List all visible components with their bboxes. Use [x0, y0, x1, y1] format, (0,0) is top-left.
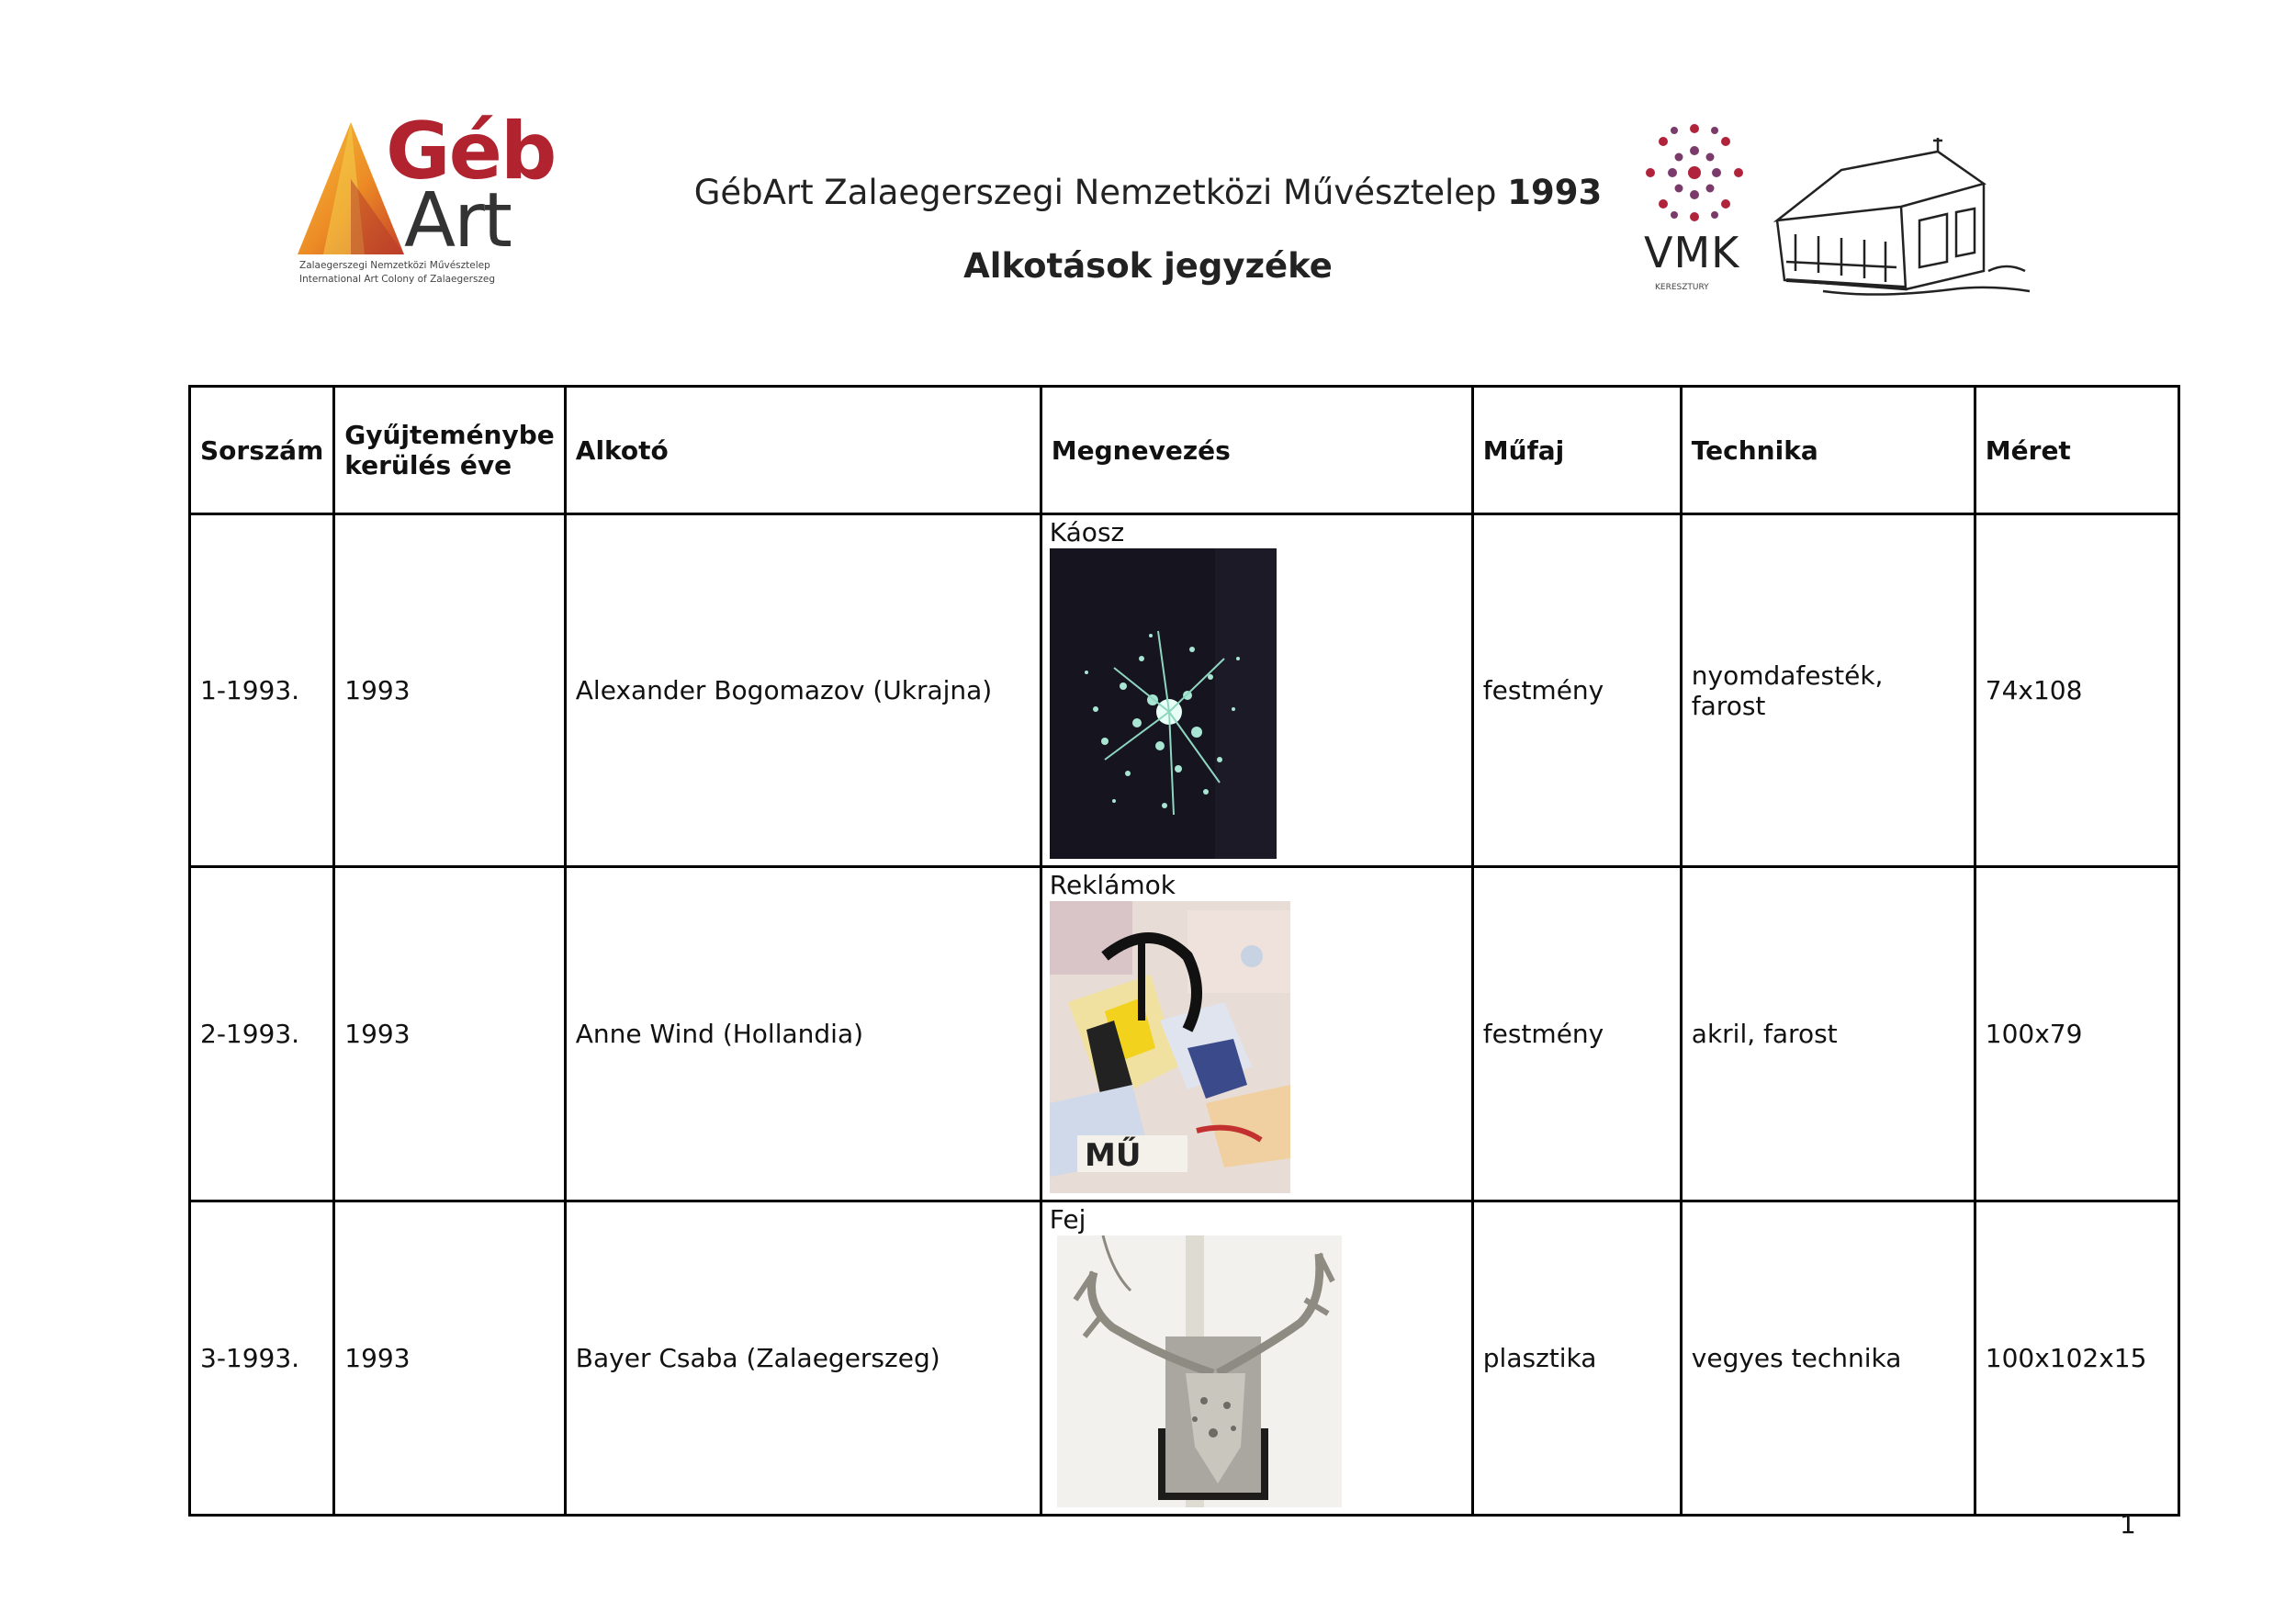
cell-ev: 1993 — [334, 514, 566, 867]
cell-technika: vegyes technika — [1681, 1201, 1975, 1516]
artwork-title: Káosz — [1049, 517, 1125, 547]
cell-megnevezes — [1041, 867, 1472, 1201]
cell-alkoto: Alexander Bogomazov (Ukrajna) — [565, 514, 1041, 867]
logo-subtitle-hu: Zalaegerszegi Nemzetközi Művésztelep — [299, 260, 490, 271]
vmk-logo — [1635, 119, 1754, 303]
header-sorszam: Sorszám — [190, 387, 334, 514]
artworks-table — [188, 385, 2180, 1517]
page-number: 1 — [2120, 1509, 2136, 1539]
document-title-text: GébArt Zalaegerszegi Nemzetközi Művésztelep — [693, 173, 1508, 212]
house-sketch-logo — [1768, 133, 2034, 299]
header-technika: Technika — [1681, 387, 1975, 514]
artwork-image-reklamok — [1050, 901, 1290, 1193]
page-header — [0, 0, 2296, 367]
artwork-image-kaosz — [1050, 548, 1277, 859]
header-mufaj: Műfaj — [1472, 387, 1681, 514]
header-megnevezes: Megnevezés — [1041, 387, 1472, 514]
cell-sorszam: 1-1993. — [190, 514, 334, 867]
cell-mufaj: festmény — [1472, 514, 1681, 867]
logo-art-text: Art — [404, 177, 511, 265]
table-header-row — [190, 387, 2179, 514]
document-subtitle: Alkotások jegyzéke — [963, 246, 1333, 286]
header-ev: Gyűjteménybe kerülés éve — [334, 387, 566, 514]
artwork-title: Reklámok — [1049, 870, 1176, 900]
cell-meret: 74x108 — [1975, 514, 2178, 867]
house-sketch-icon — [1768, 133, 2034, 299]
header-meret: Méret — [1975, 387, 2178, 514]
logo-geb-text: Géb — [386, 106, 556, 197]
cell-alkoto: Anne Wind (Hollandia) — [565, 867, 1041, 1201]
document-title-year: 1993 — [1507, 173, 1603, 212]
cell-alkoto: Bayer Csaba (Zalaegerszeg) — [565, 1201, 1041, 1516]
cell-meret: 100x102x15 — [1975, 1201, 2178, 1516]
artwork-image-fej — [1057, 1235, 1342, 1507]
artwork-title: Fej — [1049, 1204, 1086, 1235]
table-row — [190, 514, 2179, 867]
cell-technika: akril, farost — [1681, 867, 1975, 1201]
cell-mufaj: plasztika — [1472, 1201, 1681, 1516]
table-row — [190, 1201, 2179, 1516]
header-alkoto: Alkotó — [565, 387, 1041, 514]
vmk-dots-icon — [1635, 119, 1754, 230]
table-row — [190, 867, 2179, 1201]
vmk-text: VMK — [1644, 228, 1740, 277]
cell-megnevezes — [1041, 514, 1472, 867]
cell-sorszam: 3-1993. — [190, 1201, 334, 1516]
cell-technika: nyomdafesték, farost — [1681, 514, 1975, 867]
logo-subtitle-en: International Art Colony of Zalaegerszeg — [299, 274, 496, 285]
cell-ev: 1993 — [334, 1201, 566, 1516]
cell-megnevezes — [1041, 1201, 1472, 1516]
cell-mufaj: festmény — [1472, 867, 1681, 1201]
cell-sorszam: 2-1993. — [190, 867, 334, 1201]
vmk-subtitle: KERESZTURY — [1655, 283, 1709, 292]
cell-ev: 1993 — [334, 867, 566, 1201]
cell-meret: 100x79 — [1975, 867, 2178, 1201]
svg-text:MŰ: MŰ — [1084, 1137, 1142, 1174]
